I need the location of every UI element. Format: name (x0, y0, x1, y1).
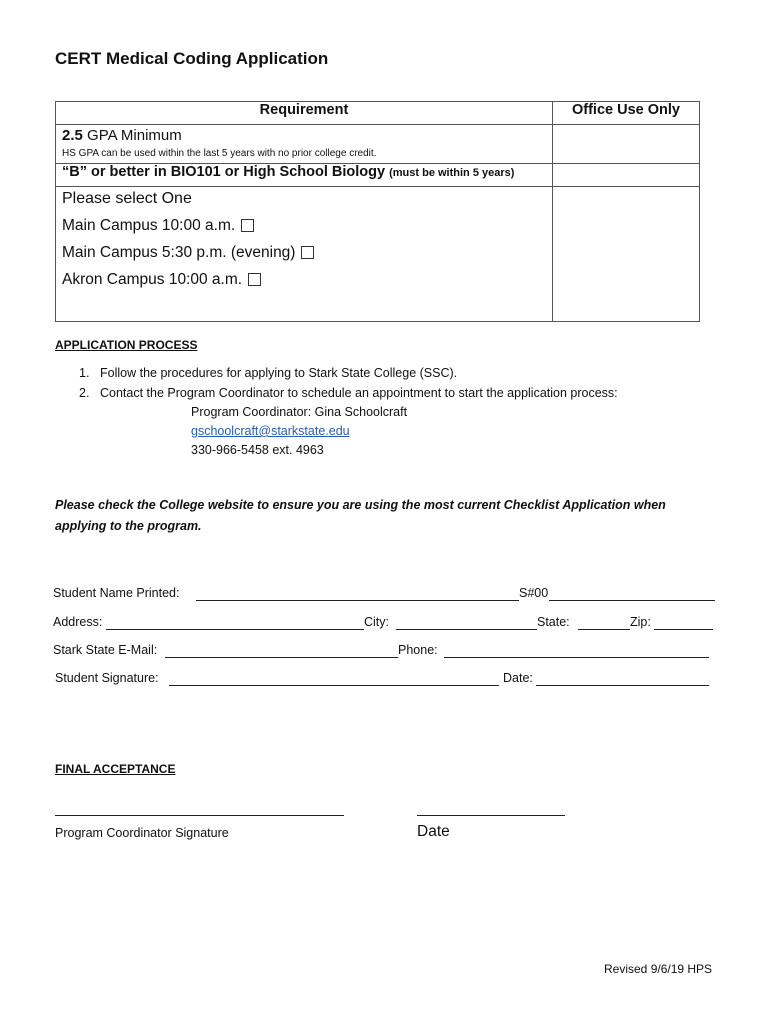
step-1: Follow the procedures for applying to Stark State College (SSC). (100, 366, 458, 380)
final-date-field[interactable] (417, 815, 565, 816)
gpa-requirement-cell (56, 125, 553, 164)
campus-option[interactable]: Main Campus 10:00 a.m. (62, 217, 552, 235)
biology-text: “B” or better in BIO101 or High School Biology (62, 164, 390, 180)
state-field[interactable] (578, 629, 630, 630)
date-label: Date: (503, 671, 533, 685)
campus-option[interactable]: Akron Campus 10:00 a.m. (62, 271, 552, 289)
city-label: City: (364, 615, 389, 629)
date-field[interactable] (536, 685, 709, 686)
city-field[interactable] (396, 629, 537, 630)
email-field[interactable] (165, 657, 398, 658)
signature-label: Student Signature: (55, 671, 159, 685)
coordinator-signature-label: Program Coordinator Signature (55, 826, 229, 840)
address-label: Address: (53, 615, 103, 629)
state-label: State: (537, 615, 570, 629)
biology-requirement-cell (56, 164, 553, 187)
address-field[interactable] (106, 629, 364, 630)
coordinator-phone: 330-966-5458 ext. 4963 (191, 443, 324, 457)
student-name-field[interactable] (196, 600, 519, 601)
office-use-cell (553, 125, 700, 164)
gpa-value: 2.5 (62, 127, 83, 144)
email-label: Stark State E-Mail: (53, 643, 158, 657)
student-name-label: Student Name Printed: (53, 586, 180, 600)
signature-field[interactable] (169, 685, 499, 686)
s-number-field[interactable] (549, 600, 715, 601)
office-use-cell (553, 187, 700, 322)
select-label: Please select One (62, 190, 192, 207)
requirements-table (55, 101, 700, 322)
coordinator-signature-field[interactable] (55, 815, 344, 816)
s-number-label: S#00 (519, 586, 549, 600)
phone-field[interactable] (444, 657, 709, 658)
step-number: 2. (79, 386, 90, 400)
gpa-note: HS GPA can be used within the last 5 years with no prior college credit. (62, 148, 377, 159)
checkbox[interactable] (241, 219, 254, 232)
campus-option[interactable]: Main Campus 5:30 p.m. (evening) (62, 244, 552, 262)
phone-label: Phone: (398, 643, 438, 657)
page-title: CERT Medical Coding Application (55, 49, 329, 68)
final-acceptance-heading: FINAL ACCEPTANCE (55, 762, 176, 776)
column-header-requirement: Requirement (56, 102, 553, 125)
step-number: 1. (79, 366, 90, 380)
zip-field[interactable] (654, 629, 713, 630)
application-process-heading: APPLICATION PROCESS (55, 338, 198, 352)
gpa-text: GPA Minimum (82, 127, 182, 144)
office-use-cell (553, 164, 700, 187)
revision-note: Revised 9/6/19 HPS (604, 962, 713, 976)
step-2: Contact the Program Coordinator to schedule an appointment to start the application process: (100, 386, 618, 400)
coordinator-email-link[interactable]: gschoolcraft@starkstate.edu (191, 424, 350, 438)
checkbox[interactable] (301, 246, 314, 259)
website-notice: Please check the College website to ensure you are using the most current Checklist Application when applying to the program. (55, 498, 666, 533)
checkbox[interactable] (248, 273, 261, 286)
column-header-office-use: Office Use Only (553, 102, 700, 125)
final-date-label: Date (417, 823, 450, 840)
coordinator-name: Program Coordinator: Gina Schoolcraft (191, 405, 408, 419)
biology-note: (must be within 5 years) (389, 167, 515, 179)
campus-selection-cell (56, 187, 553, 322)
zip-label: Zip: (630, 615, 651, 629)
